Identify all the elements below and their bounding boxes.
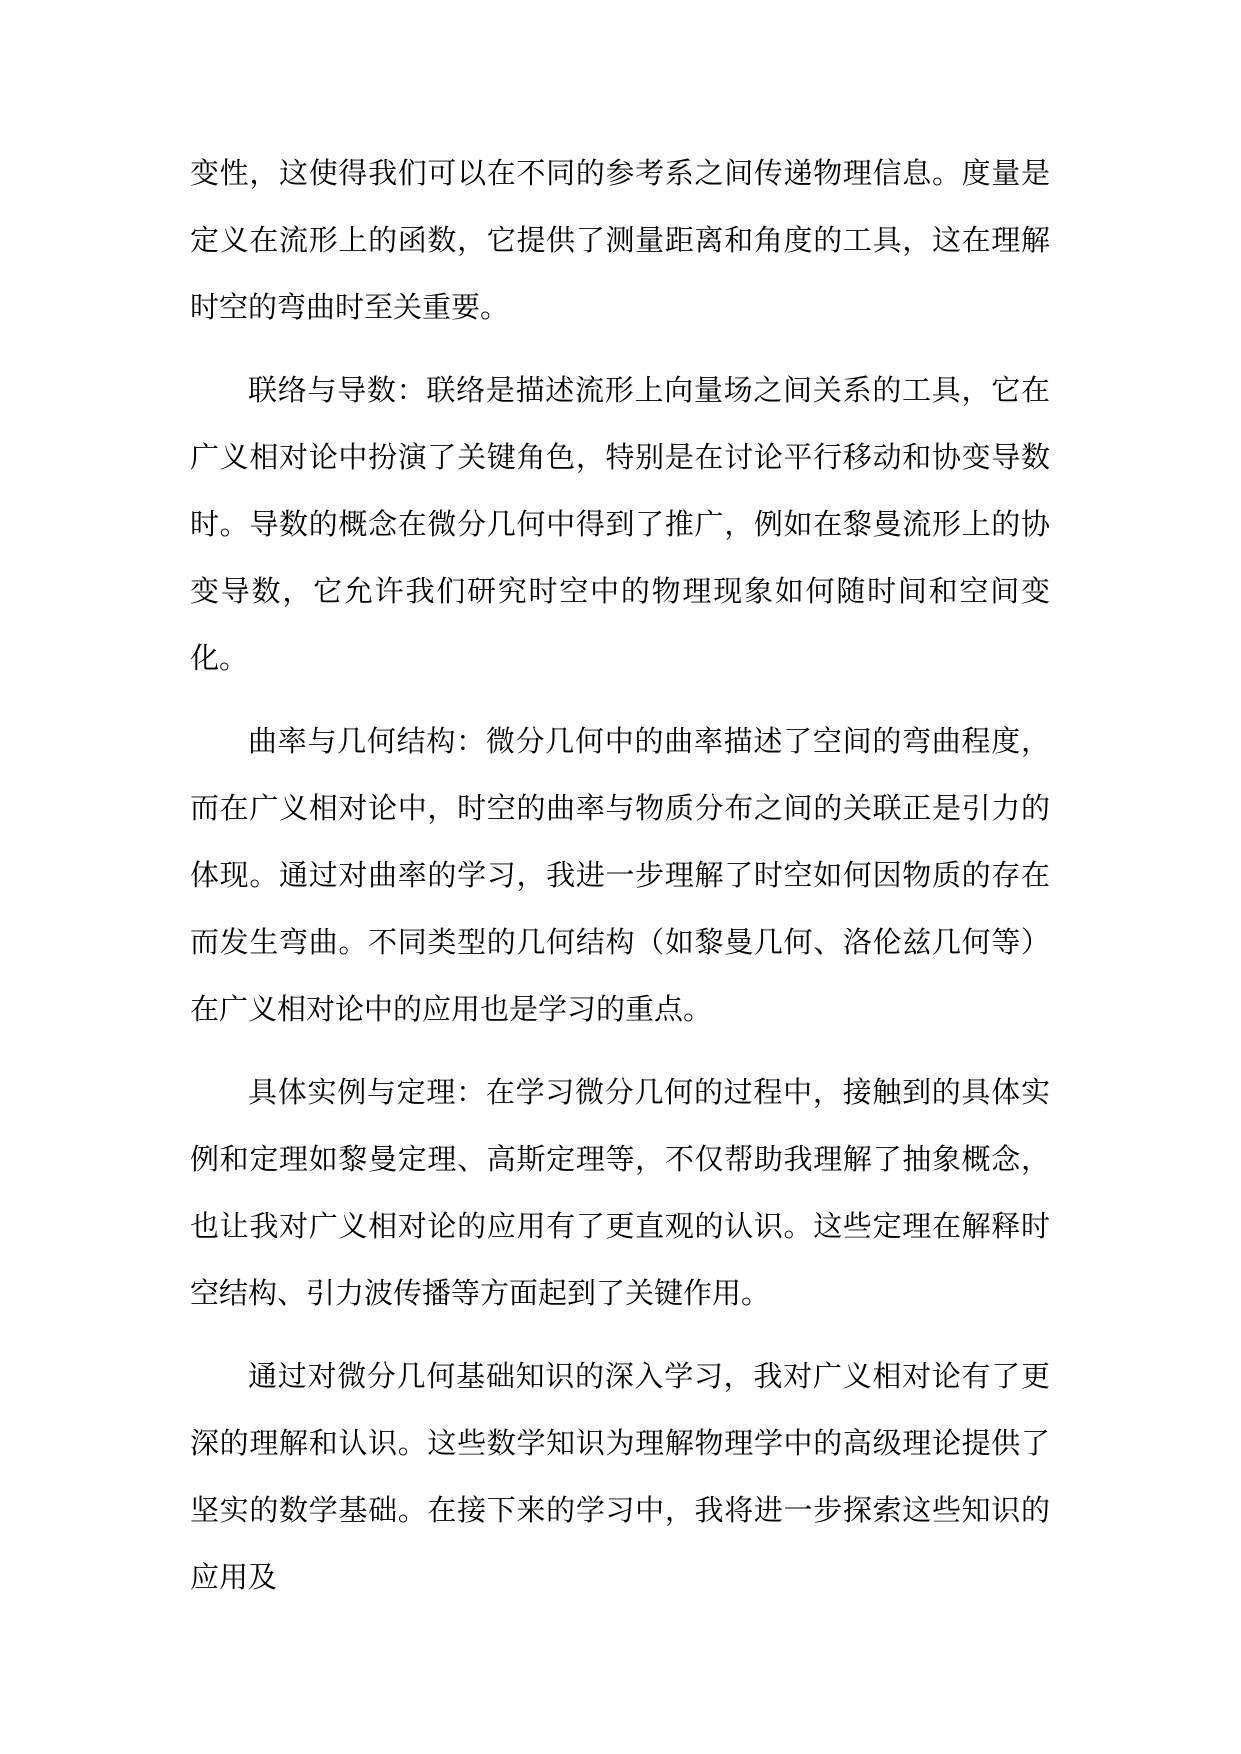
- paragraph-connection-derivative: 联络与导数：联络是描述流形上向量场之间关系的工具，它在广义相对论中扮演了关键角色，特别是在讨论平行移动和协变导数时。导数的概念在微分几何中得到了推广，例如在黎曼流形上的协变导数，它允许我们研究时空中的物理现象如何随时间和空间变化。: [190, 373, 1050, 675]
- paragraph-examples-theorems: 具体实例与定理：在学习微分几何的过程中，接触到的具体实例和定理如黎曼定理、高斯定理等，不仅帮助我理解了抽象概念，也让我对广义相对论的应用有了更直观的认识。这些定理在解释时空结构、引力波传播等方面起到了关键作用。: [190, 1075, 1050, 1310]
- paragraph-summary: 通过对微分几何基础知识的深入学习，我对广义相对论有了更深的理解和认识。这些数学知识为理解物理学中的高级理论提供了坚实的数学基础。在接下来的学习中，我将进一步探索这些知识的应用及: [190, 1359, 1050, 1594]
- paragraph-curvature-geometry: 曲率与几何结构：微分几何中的曲率描述了空间的弯曲程度，而在广义相对论中，时空的曲率与物质分布之间的关联正是引力的体现。通过对曲率的学习，我进一步理解了时空如何因物质的存在而发生弯曲。不同类型的几何结构（如黎曼几何、洛伦兹几何等）在广义相对论中的应用也是学习的重点。: [190, 724, 1050, 1026]
- paragraph-metric-continuation: 变性，这使得我们可以在不同的参考系之间传递物理信息。度量是定义在流形上的函数，它提供了测量距离和角度的工具，这在理解时空的弯曲时至关重要。: [190, 156, 1050, 324]
- document-body: [190, 140, 1050, 1611]
